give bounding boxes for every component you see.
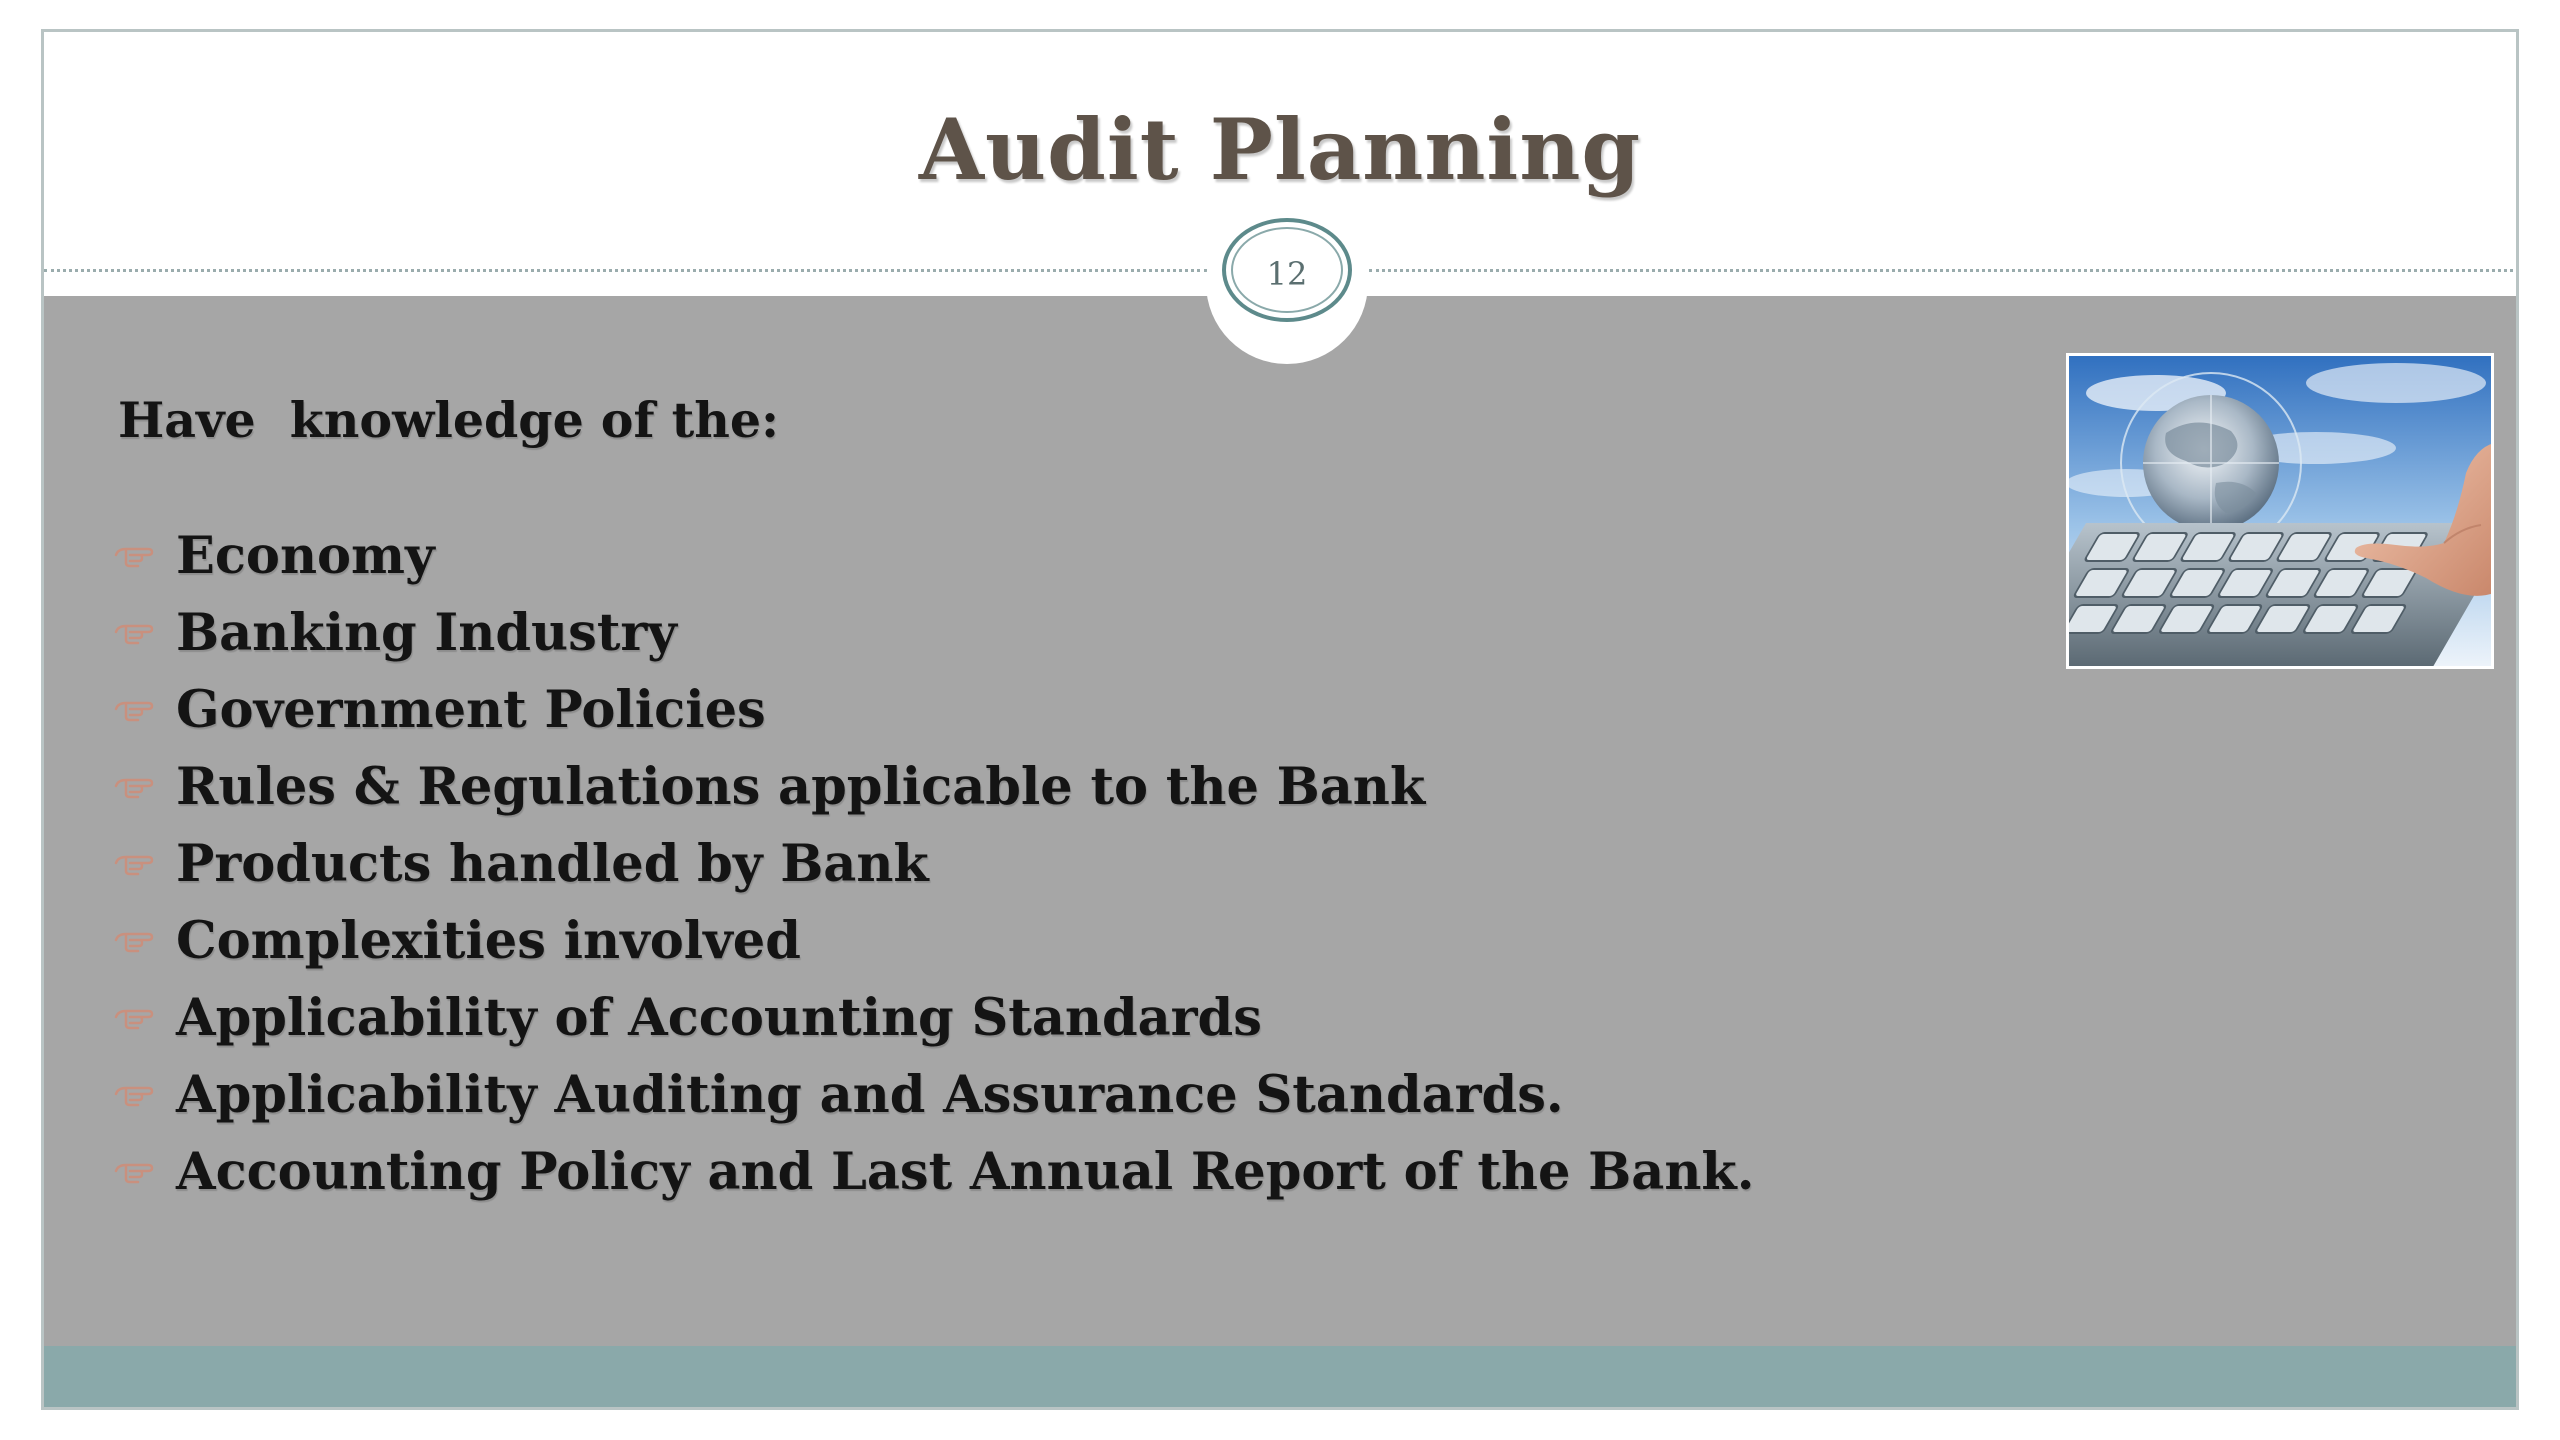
photo-illustration <box>2066 353 2494 669</box>
pointing-hand-icon <box>114 772 154 802</box>
page-number: 12 <box>1266 255 1308 293</box>
pointing-hand-icon <box>114 541 154 571</box>
intro-text: Have knowledge of the: <box>118 391 780 449</box>
pointing-hand-icon <box>114 1003 154 1033</box>
title-divider-left <box>44 269 1207 272</box>
bullet-text: Banking Industry <box>176 603 677 663</box>
page-number-badge <box>1206 202 1368 364</box>
bullet-text: Applicability Auditing and Assurance Standards. <box>176 1065 1564 1125</box>
list-item <box>114 1057 1755 1134</box>
list-item <box>114 1134 1755 1211</box>
page-number-ring <box>1222 218 1352 322</box>
footer-band <box>44 1346 2516 1410</box>
list-item <box>114 672 1755 749</box>
list-item <box>114 903 1755 980</box>
pointing-hand-icon <box>114 695 154 725</box>
list-item <box>114 980 1755 1057</box>
globe-keyboard-hand-photo <box>2066 353 2494 669</box>
pointing-hand-icon <box>114 1157 154 1187</box>
list-item <box>114 595 1755 672</box>
bullet-text: Rules & Regulations applicable to the Bank <box>176 757 1426 817</box>
pointing-hand-icon <box>114 926 154 956</box>
list-item <box>114 749 1755 826</box>
bullet-text: Government Policies <box>176 680 766 740</box>
list-item <box>114 826 1755 903</box>
list-item <box>114 518 1755 595</box>
bullet-text: Accounting Policy and Last Annual Report of the Bank. <box>176 1142 1755 1202</box>
slide <box>41 29 2519 1410</box>
bullet-text: Complexities involved <box>176 911 801 971</box>
bullet-text: Applicability of Accounting Standards <box>176 988 1262 1048</box>
pointing-hand-icon <box>114 618 154 648</box>
content-area <box>44 296 2516 1346</box>
slide-title: Audit Planning <box>918 100 1642 199</box>
pointing-hand-icon <box>114 849 154 879</box>
bullet-text: Economy <box>176 526 435 586</box>
title-divider-right <box>1369 269 2519 272</box>
bullet-list <box>114 518 1755 1211</box>
pointing-hand-icon <box>114 1080 154 1110</box>
bullet-text: Products handled by Bank <box>176 834 929 894</box>
